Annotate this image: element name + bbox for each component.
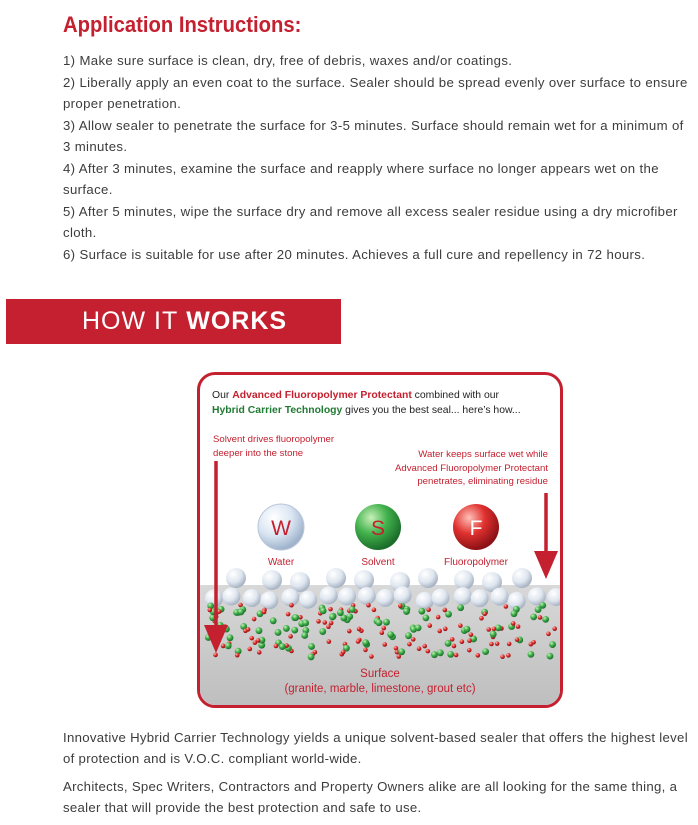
fluoropolymer-particle [426,607,431,612]
solvent-particle [376,619,383,626]
intro-prefix: Our [212,390,233,401]
instruction-step: 1) Make sure surface is clean, dry, free of debris, waxes and/or coatings. [63,53,513,68]
water-bubble [354,570,374,590]
fluoropolymer-particle [437,629,442,634]
water-bubble [376,589,394,607]
fluoropolymer-particle [357,627,362,632]
fluoropolymer-particle [247,647,252,652]
fluoropolymer-particle [366,603,371,608]
banner-bold-text: WORKS [186,307,288,335]
right-note-line: penetrates, eliminating residue [417,476,548,487]
solvent-particle [387,631,394,638]
instruction-list [63,50,693,265]
water-bubble [262,570,282,590]
fluoropolymer-particle [476,653,481,658]
banner-light-text: HOW IT [82,307,179,335]
fluoropolymer-particle [486,627,491,632]
water-bubble [326,568,346,588]
fluoropolymer-particle [460,639,465,644]
solvent-particle [445,640,452,647]
fluoropolymer-particle [341,650,346,655]
fluoropolymer-particle [326,624,331,629]
fluoropolymer-particle [256,638,261,643]
solvent-particle [319,628,326,635]
fluoropolymer-particle [213,653,218,658]
solvent-particle [337,609,344,616]
fluoropolymer-particle [469,632,474,637]
solvent-particle [549,641,556,648]
solvent-particle [302,620,309,627]
solvent-particle [301,632,308,639]
water-bubble [222,587,240,605]
how-it-works-banner [6,299,341,344]
fluoropolymer-particle [422,644,427,649]
fluoropolymer-particle [529,642,534,647]
fluoropolymer-particle [515,637,520,642]
fluoropolymer-particle [398,604,403,609]
fluoropolymer-particle [552,626,557,631]
solvent-particle [237,609,244,616]
fluoropolymer-particle [482,612,487,617]
solvent-particle [383,619,390,626]
fluoropolymer-particle [546,632,551,637]
solvent-particle [291,627,298,634]
fluoropolymer-particle [252,617,257,622]
molecule-water-icon [258,504,304,568]
fluoropolymer-particle [450,637,455,642]
solvent-particle [227,634,234,641]
fluoropolymer-particle [425,649,430,654]
right-note-line: Advanced Fluoropolymer Protectant [394,462,548,474]
fluoropolymer-particle [417,646,422,651]
fluoropolymer-particle [427,623,432,628]
solvent-particle [403,608,410,615]
water-bubble [243,589,261,607]
fluoropolymer-particle [467,648,472,653]
molecule-letter: W [271,517,291,540]
fluoropolymer-particle [489,642,494,647]
instruction-step: 4) After 3 minutes, examine the surface and reapply where surface no longer appears wet on the surface. [63,160,659,197]
description-paragraph: Innovative Hybrid Carrier Technology yields a unique solvent-based sealer that offers the highest level of protection and is V.O.C. compliant world-wide. [63,730,688,766]
left-note-line: Solvent drives fluoropolymer [213,434,335,445]
intro-green-text: Hybrid Carrier Technology [212,405,343,416]
solvent-particle [275,629,282,636]
instruction-step: 6) Surface is suitable for use after 20 minutes. Achieves a full cure and repellency in 72 hours. [63,246,646,262]
water-bubble [418,568,438,588]
fluoropolymer-particle [511,621,516,626]
fluoropolymer-particle [322,620,327,625]
fluoropolymer-particle [316,619,321,624]
fluoropolymer-particle [246,627,251,632]
fluoropolymer-particle [288,634,293,639]
diagram-art [200,375,563,708]
fluoropolymer-particle [394,646,399,651]
fluoropolymer-particle [372,608,377,613]
solvent-particle [349,606,356,613]
water-bubble [299,591,317,609]
water-bubble [320,586,338,604]
right-down-arrow-icon [534,493,558,579]
solvent-particle [256,627,263,634]
fluoropolymer-particle [262,610,267,615]
solvent-particle [431,651,438,658]
fluoropolymer-particle [495,641,500,646]
fluoropolymer-particle [492,627,497,632]
fluoropolymer-particle [458,623,463,628]
solvent-particle [527,651,534,658]
fluoropolymer-particle [328,607,333,612]
fluoropolymer-particle [327,639,332,644]
solvent-particle [405,632,412,639]
surface-sublabel: (granite, marble, limestone, grout etc) [284,683,476,695]
solvent-particle [464,626,471,633]
solvent-particle [437,649,444,656]
left-note-line: deeper into the stone [213,447,304,459]
solvent-particle [423,614,430,621]
water-bubble [454,587,472,605]
solvent-particle [547,653,554,660]
water-bubble [260,591,278,609]
fluoropolymer-particle [257,650,262,655]
intro-mid: combined with our [411,390,499,401]
fluoropolymer-particle [467,638,472,643]
solvent-particle [447,651,454,658]
fluoropolymer-particle [286,612,291,617]
fluoropolymer-particle [507,642,512,647]
fluoropolymer-particle [500,654,505,659]
fluoropolymer-particle [329,621,334,626]
solvent-particle [535,606,542,613]
solvent-particle [292,614,299,621]
fluoropolymer-particle [274,644,279,649]
solvent-particle [283,625,290,632]
fluoropolymer-particle [235,653,240,658]
water-bubble [491,588,509,606]
application-title: Application Instructions: [63,12,302,37]
fluoropolymer-particle [516,624,521,629]
solvent-particle [482,648,489,655]
water-bubble [358,587,376,605]
fluoropolymer-particle [407,642,412,647]
water-bubble [431,589,449,607]
water-bubble [454,570,474,590]
fluoropolymer-particle [436,615,441,620]
fluoropolymer-particle [249,636,254,641]
solvent-particle [490,631,497,638]
solvent-particle [362,639,369,646]
fluoropolymer-particle [452,644,457,649]
instruction-step: 2) Liberally apply an even coat to the surface. Sealer should be spread evenly over surface to ensure proper penetration. [63,74,688,111]
water-bubble [512,568,532,588]
left-note [213,433,334,460]
fluoropolymer-particle [504,604,509,609]
fluoropolymer-particle [454,653,459,658]
water-bubble [471,589,489,607]
solvent-particle [308,643,315,650]
molecule-label: Water [267,557,295,568]
diagram-intro [212,388,562,418]
intro-suffix: gives you the best seal... here’s how... [342,405,521,416]
solvent-particle [418,608,425,615]
water-bubble [338,587,356,605]
fluoropolymer-particle [208,608,213,613]
solvent-particle [329,614,336,621]
molecule-solvent-icon [355,504,401,568]
fluoropolymer-particle [363,648,368,653]
description-paragraph: Architects, Spec Writers, Contractors and Property Owners alike are all looking for the same thing, a sealer that will provide the best protection and safe to use. [63,779,678,815]
instruction-step: 5) After 5 minutes, wipe the surface dry and remove all excess sealer residue using a dry microfiber cloth. [63,203,678,240]
bottom-description [63,727,695,825]
solvent-particle [279,643,286,650]
water-bubble [394,586,412,604]
fluoropolymer-particle [443,627,448,632]
fluoropolymer-particle [382,642,387,647]
surface-label: Surface [360,668,400,680]
water-bubble [226,568,246,588]
fluoropolymer-particle [347,629,352,634]
fluoropolymer-particle [356,639,361,644]
fluoropolymer-particle [380,630,385,635]
fluoropolymer-particle [479,616,484,621]
solvent-particle [225,642,232,649]
molecule-letter: S [370,517,386,540]
fluoropolymer-particle [538,615,543,620]
solvent-particle [511,610,518,617]
molecule-fluoropolymer-icon [444,504,509,568]
solvent-particle [415,624,422,631]
molecule-letter: F [469,517,483,540]
right-note [348,448,548,489]
molecule-label: Fluoropolymer [444,557,508,568]
intro-red-text: Advanced Fluoropolymer Protectant [232,390,412,401]
solvent-particle [530,613,537,620]
instruction-step: 3) Allow sealer to penetrate the surface for 3-5 minutes. Surface should remain wet for a minimum of 3 minutes. [63,117,684,154]
fluoropolymer-particle [506,653,511,658]
solvent-particle [457,604,464,611]
solvent-particle [398,648,405,655]
solvent-particle [320,607,327,614]
water-bubble [416,592,434,610]
fluoropolymer-particle [381,626,386,631]
solvent-particle [308,654,315,661]
solvent-particle [270,617,277,624]
fluoropolymer-particle [289,603,294,608]
how-it-works-diagram [197,372,563,708]
fluoropolymer-particle [443,608,448,613]
fluoropolymer-particle [369,654,374,659]
molecule-label: Solvent [361,557,395,568]
fluoropolymer-particle [411,637,416,642]
solvent-particle [542,616,549,623]
right-note-line: Water keeps surface wet while [418,449,548,460]
fluoropolymer-particle [221,644,226,649]
